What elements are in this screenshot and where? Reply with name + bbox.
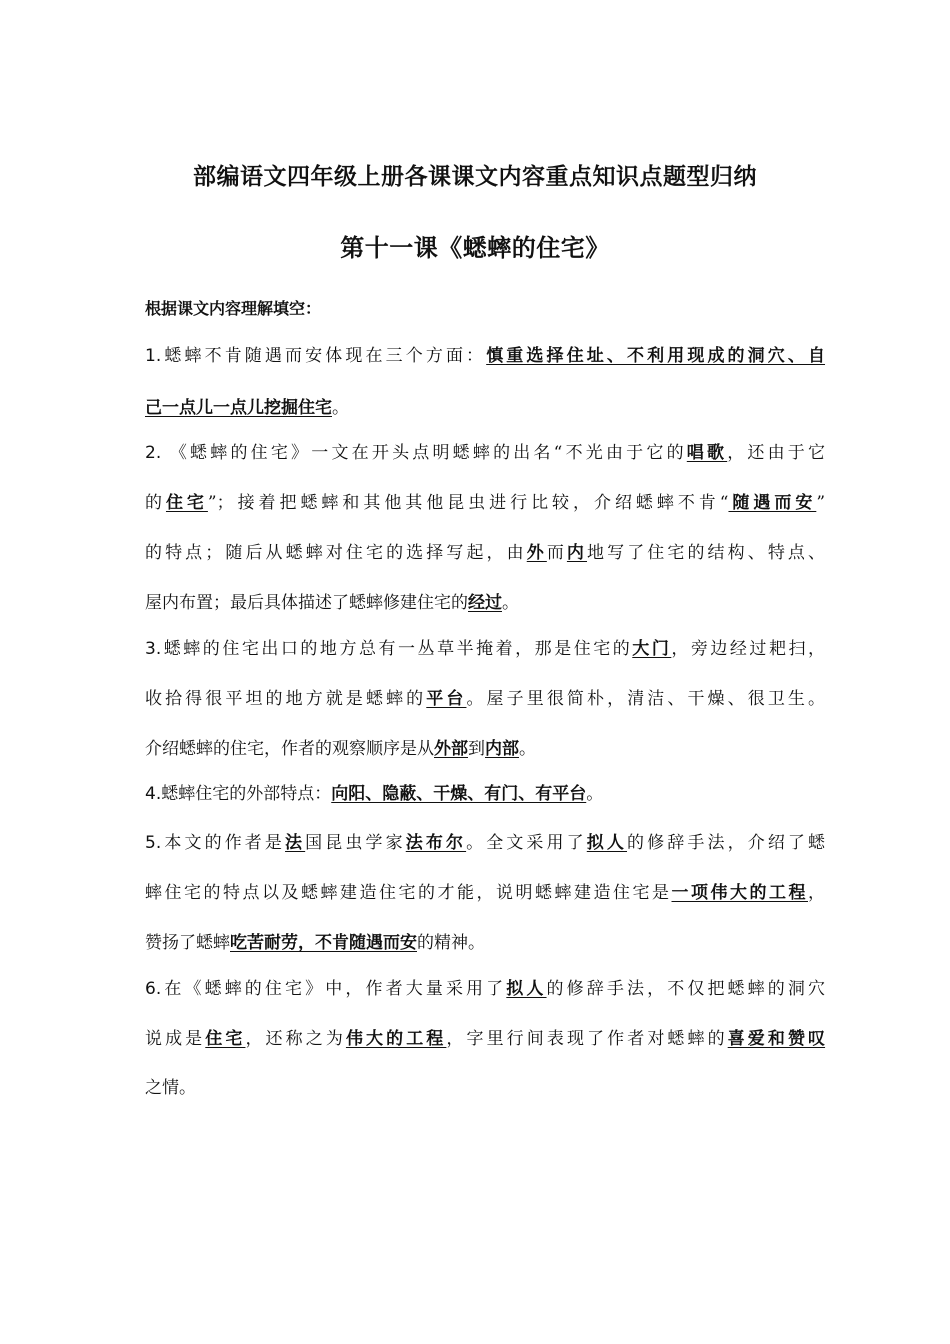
text-line bbox=[145, 734, 825, 759]
text-segment: 说成是 bbox=[145, 1029, 206, 1049]
answer-blank: 拟人 bbox=[586, 833, 628, 853]
answer-blank: 内 bbox=[566, 543, 588, 563]
text-segment: 。全文采用了 bbox=[466, 833, 587, 853]
text-line bbox=[145, 828, 825, 853]
answer-blank: 大门 bbox=[632, 639, 672, 659]
text-segment: ，旁边经过耙扫， bbox=[671, 639, 826, 659]
text-segment: 赞扬了蟋蟀 bbox=[145, 933, 230, 953]
text-line bbox=[145, 538, 825, 563]
text-line bbox=[145, 1024, 825, 1049]
text-segment: 的 bbox=[145, 493, 166, 513]
answer-blank: 住宅 bbox=[205, 1029, 246, 1049]
text-segment: ，还称之为 bbox=[245, 1029, 346, 1049]
text-line bbox=[145, 438, 825, 463]
text-line bbox=[145, 341, 825, 366]
text-segment: 蟀住宅的特点以及蟋蟀建造住宅的才能，说明蟋蟀建造住宅是 bbox=[145, 883, 672, 903]
item-number: 2. bbox=[145, 443, 162, 463]
answer-blank: 伟大的工程 bbox=[345, 1029, 447, 1049]
text-segment: ， bbox=[808, 883, 825, 903]
answer-blank: 一项伟大的工程 bbox=[671, 883, 808, 903]
text-segment: 介绍蟋蟀的住宅，作者的观察顺序是从 bbox=[145, 739, 434, 759]
answer-blank: 喜爱和赞叹 bbox=[727, 1029, 826, 1049]
lesson-title: 第十一课《蟋蟀的住宅》 bbox=[340, 234, 610, 262]
text-segment: 。 bbox=[502, 593, 519, 613]
answer-blank: 法布尔 bbox=[405, 833, 467, 853]
text-segment: 。屋子里很简朴，清洁、干燥、很卫生。 bbox=[466, 689, 826, 709]
answer-blank: 经过 bbox=[468, 593, 502, 613]
text-segment: 之情。 bbox=[145, 1078, 196, 1098]
text-segment: 的修辞手法，介绍了蟋 bbox=[627, 833, 826, 853]
answer-blank: 拟人 bbox=[506, 979, 547, 999]
item-number: 1. bbox=[145, 346, 162, 366]
text-segment: 的精神。 bbox=[417, 933, 485, 953]
text-segment: 国昆虫学家 bbox=[305, 833, 406, 853]
item-number: 5. bbox=[145, 833, 162, 853]
text-segment: 的修辞手法，不仅把蟋蟀的洞穴 bbox=[546, 979, 826, 999]
item-number: 3. bbox=[145, 639, 162, 659]
text-segment: 地写了住宅的结构、特点、 bbox=[587, 543, 826, 563]
text-segment: 蟋蟀住宅的外部特点： bbox=[161, 784, 332, 804]
text-segment: 。 bbox=[586, 784, 604, 804]
answer-blank: 唱歌 bbox=[686, 443, 728, 463]
answer-blank: 住宅 bbox=[165, 493, 208, 513]
text-segment: ” bbox=[816, 493, 826, 513]
text-line bbox=[145, 684, 825, 709]
text-segment: 《蟋蟀的住宅》一文在开头点明蟋蟀的出名“不光由于它的 bbox=[161, 443, 687, 463]
answer-blank: 外部 bbox=[434, 739, 468, 759]
text-segment: 蟋蟀的住宅出口的地方总有一丛草半掩着，那是住宅的 bbox=[161, 639, 633, 659]
text-segment: 到 bbox=[468, 739, 485, 759]
text-segment: 。 bbox=[519, 739, 536, 759]
text-segment: ，字里行间表现了作者对蟋蟀的 bbox=[446, 1029, 728, 1049]
answer-blank: 法 bbox=[285, 833, 306, 853]
text-line bbox=[145, 393, 825, 418]
answer-blank: 己一点儿一点儿挖掘住宅 bbox=[145, 398, 332, 418]
answer-blank: 慎重选择住址、不利用现成的洞穴、自 bbox=[486, 346, 826, 366]
answer-blank: 内部 bbox=[485, 739, 519, 759]
text-segment: ”；接着把蟋蟀和其他其他昆虫进行比较，介绍蟋蟀不肯“ bbox=[207, 493, 729, 513]
text-segment: 。 bbox=[332, 398, 349, 418]
answer-blank: 平台 bbox=[426, 689, 467, 709]
text-line bbox=[145, 488, 825, 513]
text-segment: ，还由于它 bbox=[727, 443, 826, 463]
text-segment: 而 bbox=[546, 543, 567, 563]
text-line bbox=[145, 878, 825, 903]
text-line bbox=[145, 588, 825, 613]
text-segment: 本文的作者是 bbox=[161, 833, 286, 853]
answer-blank: 吃苦耐劳，不肯随遇而安 bbox=[230, 933, 417, 953]
text-line bbox=[145, 1073, 825, 1098]
text-segment: 的特点；随后从蟋蟀对住宅的选择写起，由 bbox=[145, 543, 527, 563]
text-segment: 在《蟋蟀的住宅》中，作者大量采用了 bbox=[161, 979, 507, 999]
text-line bbox=[145, 974, 825, 999]
text-segment: 收拾得很平坦的地方就是蟋蟀的 bbox=[145, 689, 427, 709]
answer-blank: 向阳、隐蔽、干燥、有门、有平台 bbox=[331, 784, 587, 804]
item-number: 4. bbox=[145, 784, 162, 804]
text-line bbox=[145, 928, 825, 953]
instruction-text: 根据课文内容理解填空： bbox=[145, 299, 322, 318]
item-number: 6. bbox=[145, 979, 162, 999]
text-segment: 屋内布置；最后具体描述了蟋蟀修建住宅的 bbox=[145, 593, 468, 613]
text-line bbox=[145, 634, 825, 659]
document-title: 部编语文四年级上册各课课文内容重点知识点题型归纳 bbox=[193, 164, 757, 190]
answer-blank: 外 bbox=[526, 543, 547, 563]
text-segment: 蟋蟀不肯随遇而安体现在三个方面： bbox=[161, 346, 487, 366]
text-line bbox=[145, 779, 825, 804]
answer-blank: 随遇而安 bbox=[728, 493, 817, 513]
